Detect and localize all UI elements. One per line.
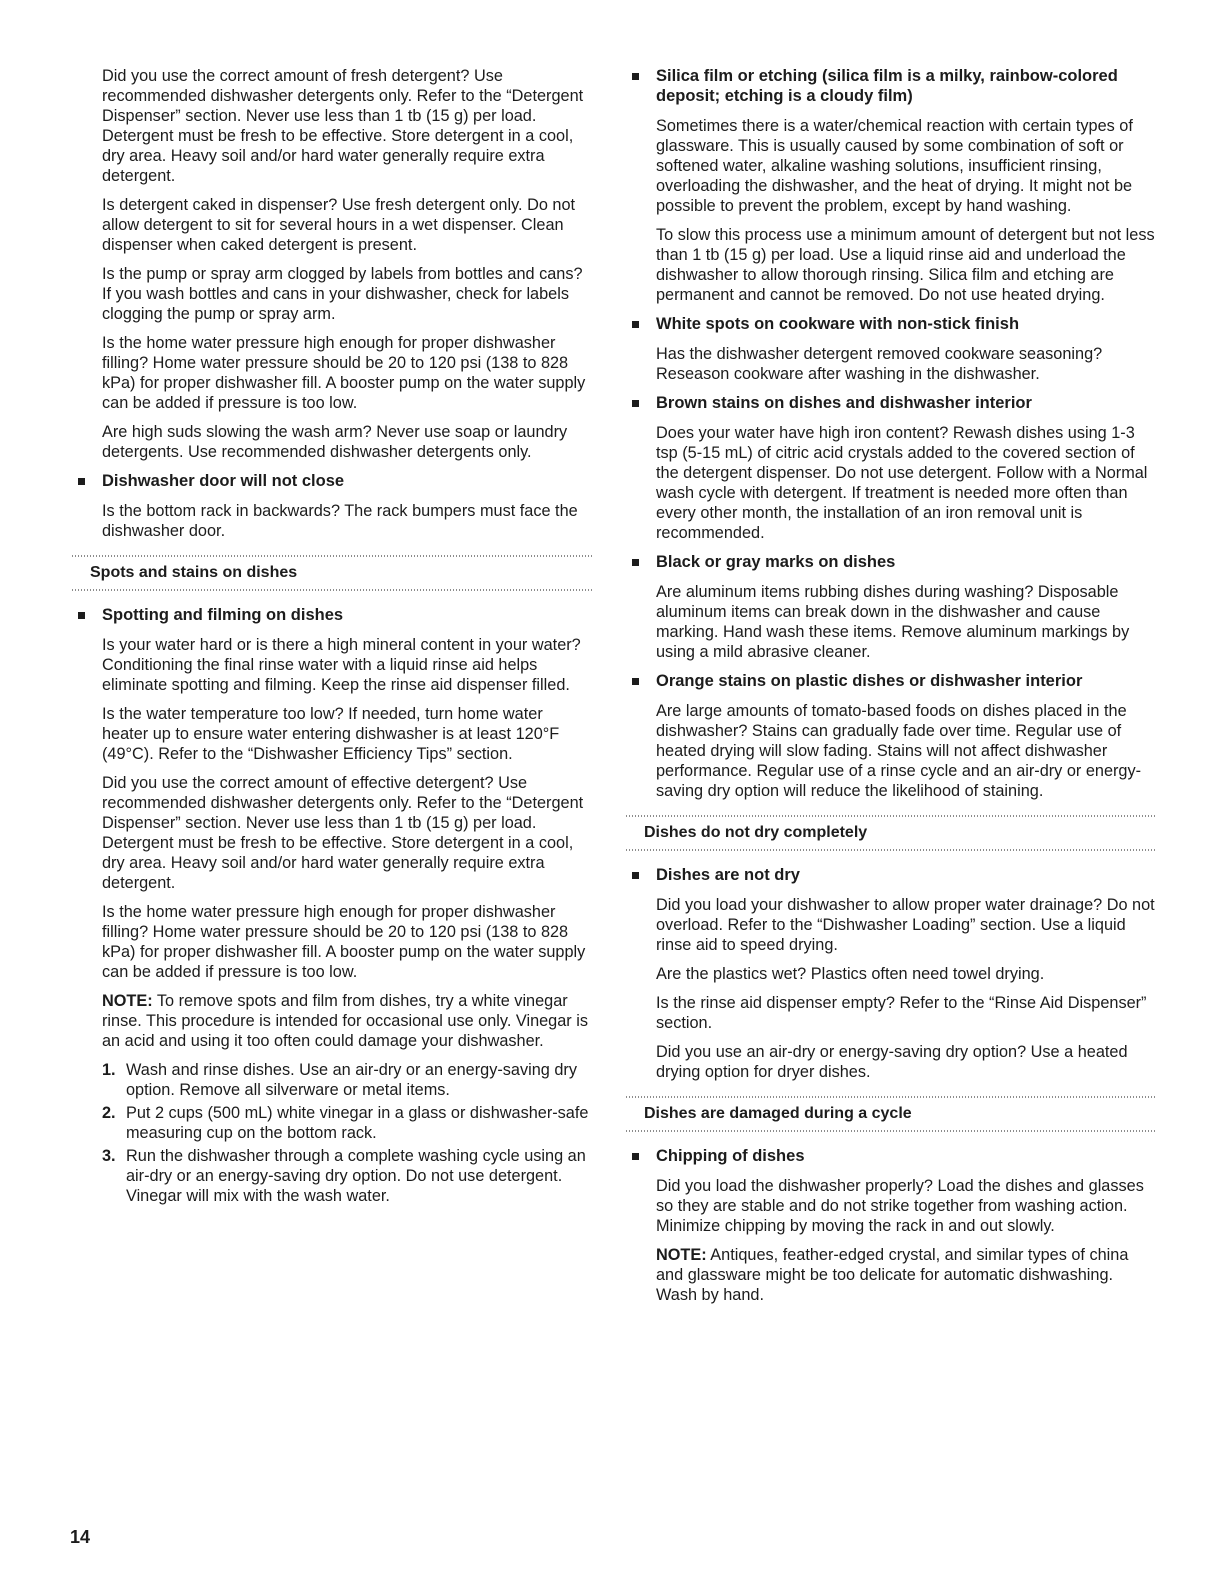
problem-heading-text: White spots on cookware with non-stick finish xyxy=(656,315,1020,333)
problem-heading-text: Chipping of dishes xyxy=(656,1147,805,1165)
problem-heading xyxy=(626,314,1156,334)
section-heading: Spots and stains on dishes xyxy=(72,555,592,591)
paragraph: Did you use the correct amount of fresh detergent? Use recommended dishwasher detergents only. Refer to the “Detergent Dispenser” section. Never use less than 1 tb (15 g) per load. Detergent must be fresh to be effective. Store detergent in a cool, dry area. Heavy soil and/or hard water generally require extra detergent. xyxy=(102,67,584,185)
paragraph: Is the rinse aid dispenser empty? Refer to the “Rinse Aid Dispenser” section. xyxy=(656,994,1147,1032)
paragraph: Are aluminum items rubbing dishes during washing? Disposable aluminum items can break down in the dishwasher and cause marking. Hand wash these items. Remove aluminum markings by using a mild abrasive cleaner. xyxy=(656,583,1130,661)
bullet-icon xyxy=(632,678,639,685)
problem-heading-text: Spotting and filming on dishes xyxy=(102,606,344,624)
problem-heading-text: Dishwasher door will not close xyxy=(102,472,345,490)
paragraph: Is the water temperature too low? If needed, turn home water heater up to ensure water entering dishwasher is at least 120°F (49°C). Refer to the “Dishwasher Efficiency Tips” section. xyxy=(102,705,560,763)
problem-heading-text: Black or gray marks on dishes xyxy=(656,553,896,571)
step-number: 1. xyxy=(102,1061,116,1079)
problem-heading xyxy=(626,865,1156,885)
step-number: 2. xyxy=(102,1104,116,1122)
note-label: NOTE: xyxy=(656,1246,707,1264)
problem-heading-text: Orange stains on plastic dishes or dishwasher interior xyxy=(656,672,1083,690)
problem-heading xyxy=(626,1146,1156,1166)
problem-heading xyxy=(626,552,1156,572)
paragraph: Did you use the correct amount of effective detergent? Use recommended dishwasher detergents only. Refer to the “Detergent Dispenser” section. Never use less than 1 tb (15 g) per load. Detergent must be fresh to be effective. Store detergent in a cool, dry area. Heavy soil and/or hard water generally require extra detergent. xyxy=(102,774,584,892)
paragraph: Sometimes there is a water/chemical reaction with certain types of glassware. This is usually caused by some combination of soft or softened water, alkaline washing solutions, insufficient rinsing, overloading the dishwasher, and the heat of drying. It might not be possible to prevent the problem, except by hand washing. xyxy=(656,117,1133,215)
paragraph: Is the home water pressure high enough for proper dishwasher filling? Home water pressure should be 20 to 120 psi (138 to 828 kPa) for proper dishwasher fill. A booster pump on the water supply can be added if pressure is too low. xyxy=(102,334,586,412)
problem-heading-text: Dishes are not dry xyxy=(656,866,800,884)
note-paragraph xyxy=(72,991,592,1051)
note-text: To remove spots and film from dishes, try a white vinegar rinse. This procedure is intended for occasional use only. Vinegar is an acid and using it too often could damage your dishwasher. xyxy=(102,992,588,1050)
bullet-icon xyxy=(632,872,639,879)
paragraph: Did you load the dishwasher properly? Load the dishes and glasses so they are stable and do not strike together from washing action. Minimize chipping by moving the rack in and out slowly. xyxy=(656,1177,1144,1235)
bullet-icon xyxy=(632,321,639,328)
section-heading: Dishes are damaged during a cycle xyxy=(626,1096,1156,1132)
note-text: Antiques, feather-edged crystal, and similar types of china and glassware might be too delicate for automatic dishwashing. Wash by hand. xyxy=(656,1246,1129,1304)
list-item xyxy=(102,1103,592,1143)
paragraph: Did you use an air-dry or energy-saving dry option? Use a heated drying option for dryer dishes. xyxy=(656,1043,1128,1081)
page-number: 14 xyxy=(70,1527,91,1547)
paragraph: Are the plastics wet? Plastics often need towel drying. xyxy=(656,965,1045,983)
problem-heading xyxy=(626,66,1156,106)
steps-list xyxy=(72,1060,592,1206)
bullet-icon xyxy=(78,478,85,485)
step-text: Wash and rinse dishes. Use an air-dry or an energy-saving dry option. Remove all silverware or metal items. xyxy=(126,1061,577,1099)
step-text: Run the dishwasher through a complete washing cycle using an air-dry or an energy-saving dry option. Do not use detergent. Vinegar will mix with the wash water. xyxy=(126,1147,586,1205)
list-item xyxy=(102,1146,592,1206)
paragraph: Has the dishwasher detergent removed cookware seasoning? Reseason cookware after washing in the dishwasher. xyxy=(656,345,1103,383)
step-number: 3. xyxy=(102,1147,116,1165)
paragraph: Are high suds slowing the wash arm? Never use soap or laundry detergents. Use recommended dishwasher detergents only. xyxy=(102,423,568,461)
problem-heading xyxy=(72,605,592,625)
bullet-icon xyxy=(78,612,85,619)
problem-heading-text: Silica film or etching (silica film is a milky, rainbow-colored deposit; etching is a cloudy film) xyxy=(656,67,1118,105)
bullet-icon xyxy=(632,400,639,407)
problem-heading-text: Brown stains on dishes and dishwasher interior xyxy=(656,394,1032,412)
problem-heading xyxy=(626,671,1156,691)
paragraph: Is detergent caked in dispenser? Use fresh detergent only. Do not allow detergent to sit for several hours in a wet dispenser. Clean dispenser when caked detergent is present. xyxy=(102,196,576,254)
paragraph: Is the pump or spray arm clogged by labels from bottles and cans? If you wash bottles and cans in your dishwasher, check for labels clogging the pump or spray arm. xyxy=(102,265,583,323)
note-label: NOTE: xyxy=(102,992,153,1010)
problem-heading xyxy=(626,393,1156,413)
paragraph: Is the home water pressure high enough for proper dishwasher filling? Home water pressure should be 20 to 120 psi (138 to 828 kPa) for proper dishwasher fill. A booster pump on the water supply can be added if pressure is too low. xyxy=(102,903,586,981)
section-heading: Dishes do not dry completely xyxy=(626,815,1156,851)
left-column xyxy=(72,66,592,1209)
list-item xyxy=(102,1060,592,1100)
bullet-icon xyxy=(632,73,639,80)
paragraph: Is the bottom rack in backwards? The rack bumpers must face the dishwasher door. xyxy=(102,502,578,540)
paragraph: Are large amounts of tomato-based foods on dishes placed in the dishwasher? Stains can gradually fade over time. Regular use of heated drying will slow fading. Stains will not affect dishwasher performance. Regular use of a rinse cycle and an air-dry or energy-saving dry option will reduce the likelihood of staining. xyxy=(656,702,1142,800)
bullet-icon xyxy=(632,1153,639,1160)
right-column xyxy=(626,66,1156,1314)
paragraph: Does your water have high iron content? Rewash dishes using 1-3 tsp (5-15 mL) of citric acid crystals added to the covered section of the detergent dispenser. Do not use detergent. Follow with a Normal wash cycle with detergent. If treatment is needed more often than every other month, the installation of an iron removal unit is recommended. xyxy=(656,424,1148,542)
paragraph: To slow this process use a minimum amount of detergent but not less than 1 tb (15 g) per load. Use a liquid rinse aid and underload the dishwasher to allow thorough rinsing. Silica film and etching are permanent and cannot be removed. Do not use heated drying. xyxy=(656,226,1155,304)
note-paragraph xyxy=(626,1245,1156,1305)
bullet-icon xyxy=(632,559,639,566)
step-text: Put 2 cups (500 mL) white vinegar in a glass or dishwasher-safe measuring cup on the bottom rack. xyxy=(126,1104,589,1142)
paragraph: Is your water hard or is there a high mineral content in your water? Conditioning the final rinse water with a liquid rinse aid helps eliminate spotting and filming. Keep the rinse aid dispenser filled. xyxy=(102,636,581,694)
paragraph: Did you load your dishwasher to allow proper water drainage? Do not overload. Refer to the “Dishwasher Loading” section. Use a liquid rinse aid to speed drying. xyxy=(656,896,1155,954)
problem-heading xyxy=(72,471,592,491)
